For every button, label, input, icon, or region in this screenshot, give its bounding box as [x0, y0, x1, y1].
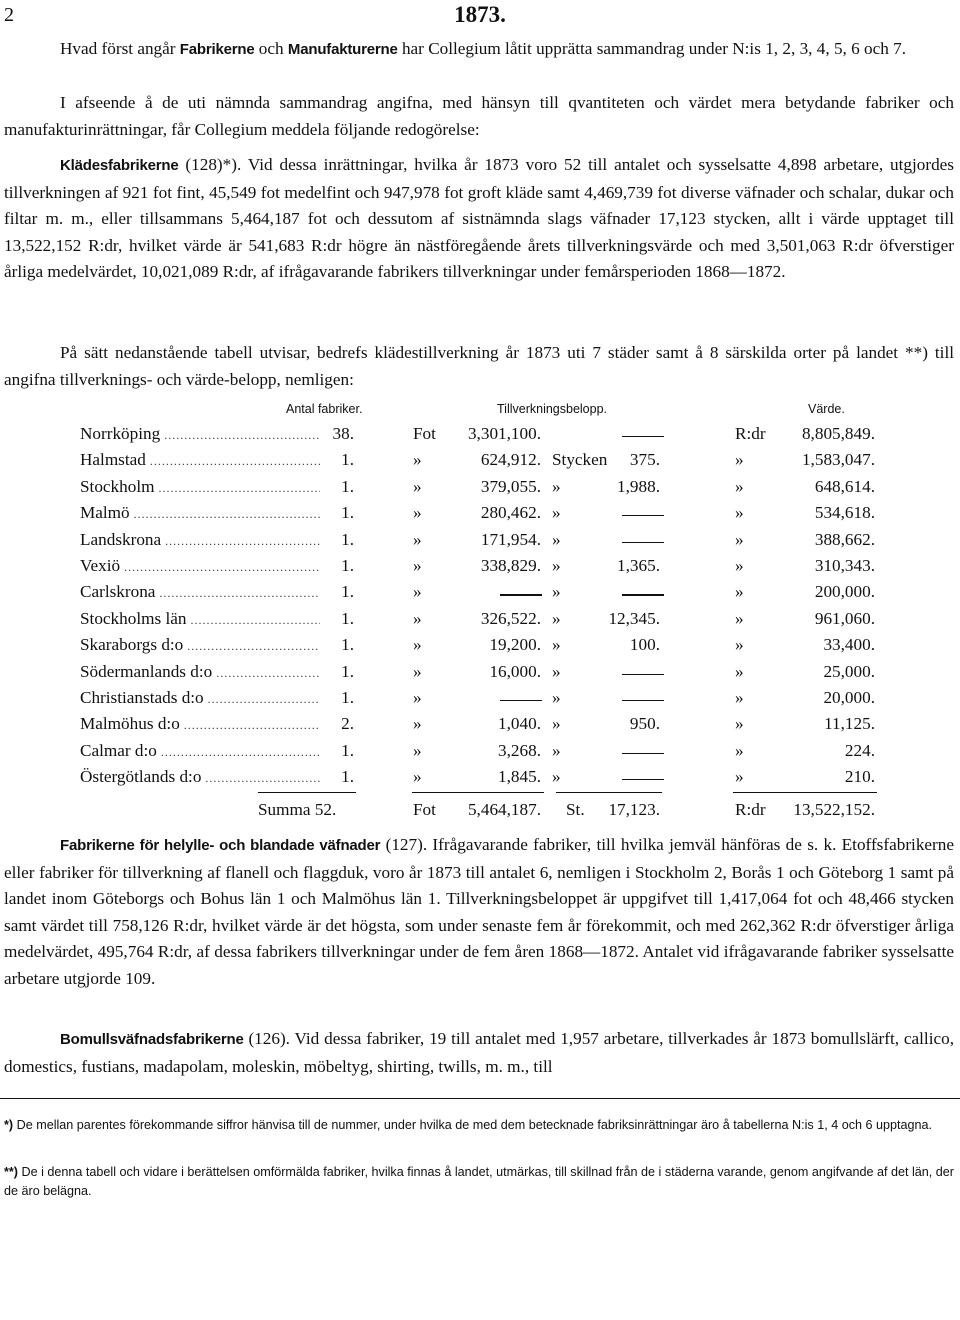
empty-dash — [622, 753, 664, 754]
empty-dash — [500, 700, 542, 701]
row-val-unit: » — [735, 635, 744, 655]
row-count: 38. — [332, 424, 354, 443]
col-header-count: Antal fabriker. — [286, 402, 363, 416]
row-fot-unit: » — [413, 635, 422, 655]
row-st: 375. — [629, 450, 660, 470]
row-fot: 338,829. — [480, 556, 541, 575]
row-val: 33,400. — [823, 635, 875, 655]
row-val: 200,000. — [814, 582, 875, 602]
klades-paragraph — [4, 152, 954, 286]
row-st-unit: » — [552, 476, 561, 496]
empty-dash — [622, 674, 664, 675]
empty-dash — [622, 436, 664, 437]
footnote-text: De i denna tabell och vidare i berättelsen omförmälda fabriker, hvilka finnas å landet, utmärkas, till skillnad från de i städerna varande, genom angifvande af det län, der de äro belägna. — [4, 1165, 954, 1198]
empty-dash — [500, 594, 542, 595]
row-st-unit: » — [552, 714, 561, 734]
table-row — [0, 424, 960, 450]
row-fot-unit: » — [413, 582, 422, 602]
table-row — [0, 530, 960, 556]
row-fot-unit: » — [413, 740, 422, 760]
row-st-unit: » — [552, 582, 561, 602]
page-year: 1873. — [454, 2, 506, 27]
row-val: 310,343. — [814, 556, 875, 575]
row-count: 1. — [341, 688, 354, 707]
table-row — [0, 662, 960, 688]
row-place: Carlskrona ..... — [80, 582, 320, 602]
row-fot-unit: » — [413, 661, 422, 681]
row-val: 388,662. — [814, 529, 875, 549]
row-st-unit: » — [552, 661, 561, 681]
row-count: 1. — [341, 503, 354, 523]
row-val-unit: » — [735, 608, 744, 628]
empty-dash — [622, 594, 664, 595]
row-val-unit: » — [735, 556, 744, 575]
table-row — [0, 503, 960, 529]
row-st-unit: » — [552, 529, 561, 549]
row-val-unit: » — [735, 688, 744, 707]
sum-val: 13,522,152. — [793, 800, 875, 819]
row-fot-unit: » — [413, 688, 422, 707]
row-fot: 326,522. — [480, 608, 541, 628]
row-fot: 379,055. — [480, 476, 541, 496]
table-row — [0, 609, 960, 635]
row-st-unit: » — [552, 767, 561, 787]
row-place: Landskrona ..... — [80, 530, 320, 550]
row-val: 8,805,849. — [801, 424, 875, 443]
row-place: Halmstad ..... — [80, 450, 320, 470]
helylle-text: (127). Ifrågavarande fabriker, till hvilka jemväl hänföras de s. k. Etoffsfabrikerne eller fabriker för tillverkning af flanell och flaggduk, voro år 1873 till antalet 6, nemligen i Stockholm 2, Borås 1 och Göteborg 1 samt på landet inom Göteborgs och Bohus län 1 och Malmöhus län 1. Tillverkningsbeloppet är uppgifvet till 1,417,064 fot och 48,466 stycken samt värdet till 758,126 R:dr, hvilket värde är det högsta, som under senaste fem år förekommit, och med 262,362 R:dr öfverstiger årliga medelvärdet, 495,764 R:dr, af dessa fabrikers tillverkningar under de fem åren 1868—1872. Antalet vid ifrågavarande fabriker sysselsatte arbetare utgjorde 109. — [4, 835, 954, 988]
row-st: 1,988. — [617, 476, 660, 496]
row-place: Skaraborgs d:o ..... — [80, 635, 320, 655]
row-fot: 171,954. — [480, 529, 541, 549]
table-row — [0, 741, 960, 767]
row-count: 1. — [341, 608, 354, 628]
row-fot: 1,845. — [498, 767, 541, 787]
row-st-unit: Stycken — [552, 450, 608, 470]
row-val: 1,583,047. — [801, 450, 875, 470]
helylle-heading: Fabrikerne för helylle- och blandade väfnader — [60, 837, 381, 854]
footnote-mark: *) — [4, 1118, 14, 1132]
row-count: 1. — [341, 767, 354, 787]
row-fot-unit: » — [413, 556, 422, 575]
intro-text: Hvad först angår — [60, 39, 180, 58]
col-header-amount: Tillverkningsbelopp. — [497, 402, 608, 416]
row-place: Norrköping ..... — [80, 424, 320, 444]
row-fot-unit: » — [413, 767, 422, 787]
row-st: 12,345. — [608, 608, 660, 628]
bomull-text: (126). Vid dessa fabriker, 19 till antalet med 1,957 arbetare, tillverkades år 1873 bomullslärft, callico, domestics, fustians, madapolam, moleskin, möbeltyg, shirting, twills, m. m., till — [4, 1029, 954, 1076]
row-fot: 3,268. — [498, 740, 541, 760]
row-st-unit: » — [552, 503, 561, 523]
row-place: Stockholms län ..... — [80, 609, 320, 629]
row-fot: 19,200. — [489, 635, 541, 655]
row-fot-unit: » — [413, 529, 422, 549]
row-fot: 16,000. — [489, 661, 541, 681]
row-fot-unit: » — [413, 476, 422, 496]
row-count: 1. — [341, 450, 354, 470]
sum-rule — [733, 792, 877, 793]
sum-st-unit: St. — [566, 800, 585, 819]
table-row — [0, 582, 960, 608]
row-val-unit: R:dr — [735, 424, 766, 443]
col-header-value: Värde. — [808, 402, 845, 416]
intro-paragraph — [4, 36, 954, 64]
row-val-unit: » — [735, 450, 744, 470]
klades-heading: Klädesfabrikerne — [60, 157, 179, 174]
row-val: 20,000. — [823, 688, 875, 707]
klades-ref: (128)*). — [178, 155, 248, 174]
empty-dash — [622, 542, 664, 543]
footnote-2 — [4, 1163, 954, 1201]
row-st-unit: » — [552, 740, 561, 760]
row-st-unit: » — [552, 688, 561, 707]
klades-text: Vid dessa inrättningar, hvilka år 1873 voro 52 till antalet och sysselsatte 4,898 arbetare, utgjordes tillverkningen af 921 fot fint, 45,549 fot medelfint och 947,978 fot groft kläde samt 4,469,739 fot diverse väfnader och schalar, dukar och filtar m. m., eller tillsammans 5,464,187 fot och dessutom af sistnämnda slags väfnader 17,123 stycken, allt i värde upptaget till 13,522,152 R:dr, hvilket värde är 541,683 R:dr högre än nästföregående årets tillverkningsvärde och med 3,501,063 R:dr öfverstiger årliga medelvärdet, 10,021,089 R:dr, af ifrågavarande fabrikers tillverkningar under femårsperioden 1868—1872. — [4, 155, 954, 282]
row-fot: 3,301,100. — [467, 424, 541, 443]
row-val-unit: » — [735, 503, 744, 523]
table-row — [0, 635, 960, 661]
row-count: 1. — [341, 582, 354, 602]
row-st-unit: » — [552, 608, 561, 628]
row-val: 11,125. — [824, 714, 875, 734]
row-st-unit: » — [552, 635, 561, 655]
row-place: Stockholm ..... — [80, 477, 320, 497]
row-fot: 624,912. — [480, 450, 541, 470]
row-fot-unit: » — [413, 503, 422, 523]
row-count: 1. — [341, 556, 354, 575]
sum-rule — [258, 792, 356, 793]
row-val-unit: » — [735, 661, 744, 681]
row-val-unit: » — [735, 767, 744, 787]
sum-rule — [556, 792, 662, 793]
sum-rule — [412, 792, 544, 793]
row-val-unit: » — [735, 714, 744, 734]
table-row — [0, 477, 960, 503]
table-intro: På sätt nedanstående tabell utvisar, bedrefs klädestillverkning år 1873 uti 7 städer samt å 8 särskilda orter på landet **) till angifna tillverknings- och värde-belopp, nemligen: — [4, 343, 954, 389]
row-fot-unit: » — [413, 450, 422, 470]
row-val: 224. — [844, 740, 875, 760]
intro-text: och — [254, 39, 288, 58]
row-val: 648,614. — [814, 476, 875, 496]
table-row — [0, 767, 960, 793]
table-row — [0, 714, 960, 740]
row-fot: 280,462. — [480, 503, 541, 523]
row-place: Vexiö ..... — [80, 556, 320, 576]
row-fot-unit: » — [413, 714, 422, 734]
row-st-unit: » — [552, 556, 561, 575]
empty-dash — [622, 515, 664, 516]
table-row — [0, 450, 960, 476]
fabrikerne-heading: Fabrikerne — [179, 41, 255, 58]
footnote-rule — [0, 1098, 960, 1099]
row-val: 534,618. — [814, 503, 875, 523]
sum-fot: 5,464,187. — [467, 800, 541, 819]
bomull-heading: Bomullsväfnadsfabrikerne — [60, 1031, 244, 1048]
row-place: Södermanlands d:o ..... — [80, 662, 320, 682]
row-place: Calmar d:o ..... — [80, 741, 320, 761]
row-val-unit: » — [735, 740, 744, 760]
row-count: 1. — [341, 740, 354, 760]
empty-dash — [622, 700, 664, 701]
footnote-mark: **) — [4, 1165, 18, 1179]
manufakturerne-heading: Manufakturerne — [287, 41, 398, 58]
row-fot: 1,040. — [498, 714, 541, 734]
row-place: Malmö ..... — [80, 503, 320, 523]
footnote-1 — [4, 1116, 954, 1135]
row-val-unit: » — [735, 476, 744, 496]
row-count: 1. — [341, 476, 354, 496]
row-place: Malmöhus d:o ..... — [80, 714, 320, 734]
helylle-paragraph — [4, 832, 954, 993]
row-val: 25,000. — [823, 661, 875, 681]
empty-dash — [622, 779, 664, 780]
sum-fot-unit: Fot — [413, 800, 436, 819]
page-header — [0, 2, 960, 30]
row-val-unit: » — [735, 529, 744, 549]
bomull-paragraph — [4, 1026, 954, 1080]
row-count: 2. — [341, 714, 354, 734]
row-fot-unit: » — [413, 608, 422, 628]
intro-paragraph-2: I afseende å de uti nämnda sammandrag angifna, med hänsyn till qvantiteten och värdet mera betydande fabriker och manufakturinrättningar, får Collegium meddela följande redogörelse: — [4, 93, 954, 139]
row-count: 1. — [341, 635, 354, 655]
row-st: 100. — [629, 635, 660, 655]
intro-text: har Collegium låtit upprätta sammandrag under N:is 1, 2, 3, 4, 5, 6 och 7. — [397, 39, 907, 58]
row-val: 961,060. — [814, 608, 875, 628]
sum-st: 17,123. — [608, 800, 660, 819]
sum-label: Summa 52. — [258, 800, 337, 819]
table-sum-row — [0, 800, 960, 826]
row-val: 210. — [844, 767, 875, 787]
table-row — [0, 688, 960, 714]
row-fot-unit: Fot — [413, 424, 436, 443]
row-place: Östergötlands d:o ..... — [80, 767, 320, 787]
row-count: 1. — [341, 661, 354, 681]
footnote-text: De mellan parentes förekommande siffror hänvisa till de nummer, under hvilka de med dem betecknade fabriksinrättningar äro å tabellerna N:is 1, 4 och 6 upptagna. — [16, 1118, 933, 1132]
row-place: Christianstads d:o ..... — [80, 688, 320, 708]
row-val-unit: » — [735, 582, 744, 602]
page-number: 2 — [4, 4, 14, 26]
row-count: 1. — [341, 529, 354, 549]
table-row — [0, 556, 960, 582]
sum-val-unit: R:dr — [735, 800, 766, 819]
row-st: 1,365. — [617, 556, 660, 575]
row-st: 950. — [629, 714, 660, 734]
